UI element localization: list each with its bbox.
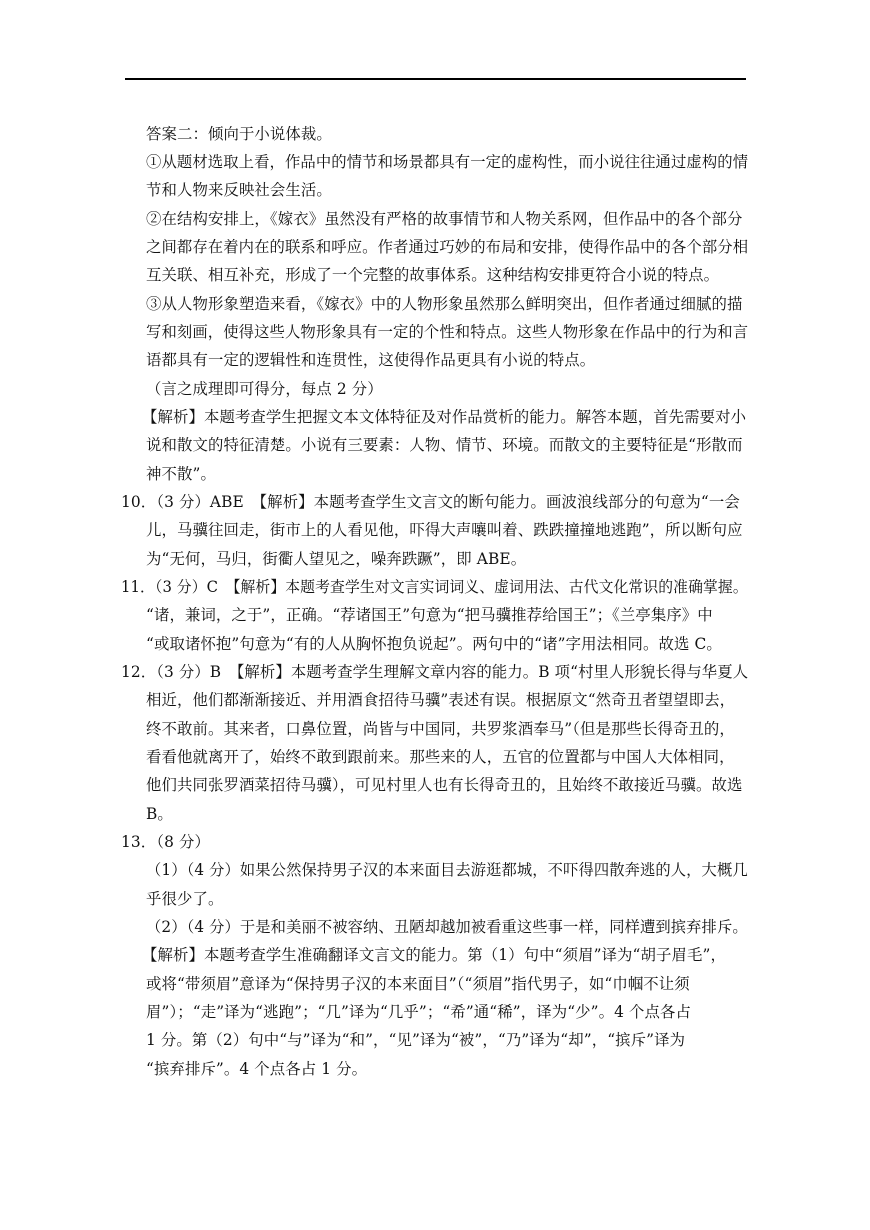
question-12-line: 12．（3 分）B 【解析】本题考查学生理解文章内容的能力。B 项“村里人形貌长得与华夏人 xyxy=(121,663,749,681)
question-13-analysis: 1 分。第（2）句中“与”译为“和”，“见”译为“被”，“乃”译为“却”，“摈斥”译为 xyxy=(146,1031,686,1049)
question-11-line: “或取诸怀抱”句意为“有的人从胸怀抱负说起”。两句中的“诸”字用法相同。故选 C。 xyxy=(146,635,722,653)
question-12-line: B。 xyxy=(146,805,173,823)
question-10-line: 为“无何，马归，街衢人望见之，噪奔跌蹶”，即 ABE。 xyxy=(146,550,527,568)
point-2-line: ②在结构安排上，《嫁衣》虽然没有严格的故事情节和人物关系网，但作品中的各个部分 xyxy=(146,210,743,228)
point-3-line: 语都具有一定的逻辑性和连贯性，这使得作品更具有小说的特点。 xyxy=(146,351,596,369)
scoring-note: （言之成理即可得分，每点 2 分） xyxy=(146,380,383,398)
header-rule xyxy=(125,78,746,80)
question-13-analysis: 【解析】本题考查学生准确翻译文言文的能力。第（1）句中“须眉”译为“胡子眉毛”， xyxy=(142,946,726,964)
question-11-line: 11．（3 分）C 【解析】本题考查学生对文言实词词义、虚词用法、古代文化常识的准确掌握。 xyxy=(121,578,748,596)
question-10-line: 儿，马骥往回走，街市上的人看见他，吓得大声嚷叫着、跌跌撞撞地逃跑”，所以断句应 xyxy=(146,521,743,539)
analysis-line: 神不散”。 xyxy=(146,465,216,483)
question-12-line: 终不敢前。其来者，口鼻位置，尚皆与中国同，共罗浆酒奉马”（但是那些长得奇丑的， xyxy=(146,720,735,738)
point-2-line: 互关联、相互补充，形成了一个完整的故事体系。这种结构安排更符合小说的特点。 xyxy=(146,266,720,284)
question-13-part-1: （1）（4 分）如果公然保持男子汉的本来面目去游逛都城，不吓得四散奔逃的人，大概几 xyxy=(146,861,748,879)
question-12-line: 相近，他们都渐渐接近、并用酒食招待马骥”表述有误。根据原文“然奇丑者望望即去， xyxy=(146,691,736,709)
point-1-line: 节和人物来反映社会生活。 xyxy=(146,181,332,199)
point-3-line: ③从人物形象塑造来看，《嫁衣》中的人物形象虽然那么鲜明突出，但作者通过细腻的描 xyxy=(146,295,743,313)
question-13-analysis: “摈弃排斥”。4 个点各占 1 分。 xyxy=(146,1060,368,1078)
question-13-heading: 13．（8 分） xyxy=(121,833,210,851)
question-12-line: 他们共同张罗酒菜招待马骥），可见村里人也有长得奇丑的，且始终不敢接近马骥。故选 xyxy=(146,776,743,794)
answer-two-heading: 答案二：倾向于小说体裁。 xyxy=(146,125,332,143)
point-1-line: ①从题材选取上看，作品中的情节和场景都具有一定的虚构性，而小说往往通过虚构的情 xyxy=(146,153,749,171)
analysis-line: 【解析】本题考查学生把握文本文体特征及对作品赏析的能力。解答本题，首先需要对小 xyxy=(142,408,747,426)
point-3-line: 写和刻画，使得这些人物形象具有一定的个性和特点。这些人物形象在作品中的行为和言 xyxy=(146,323,749,341)
question-13-analysis: 或将“带须眉”意译为“保持男子汉的本来面目”（“须眉”指代男子，如“巾帼不让须 xyxy=(146,975,690,993)
analysis-line: 说和散文的特征清楚。小说有三要素：人物、情节、环境。而散文的主要特征是“形散而 xyxy=(146,436,743,454)
question-12-line: 看看他就离开了，始终不敢到跟前来。那些来的人，五官的位置都与中国人大体相同， xyxy=(146,748,735,766)
question-13-part-2: （2）（4 分）于是和美丽不被容纳、丑陋却越加被看重这些事一样，同样遭到摈弃排斥。 xyxy=(146,918,748,936)
question-13-part-1: 乎很少了。 xyxy=(146,890,224,908)
question-11-line: “诸，兼词，之于”，正确。“荐诸国王”句意为“把马骥推荐给国王”；《兰亭集序》中 xyxy=(146,606,713,624)
point-2-line: 之间都存在着内在的联系和呼应。作者通过巧妙的布局和安排，使得作品中的各个部分相 xyxy=(146,238,749,256)
question-10-line: 10．（3 分）ABE 【解析】本题考查学生文言文的断句能力。画波浪线部分的句意为“一会 xyxy=(121,493,740,511)
question-13-analysis: 眉”）；“走”译为“逃跑”；“几”译为“几乎”；“希”通“稀”，译为“少”。4 个点各占 xyxy=(146,1003,691,1021)
